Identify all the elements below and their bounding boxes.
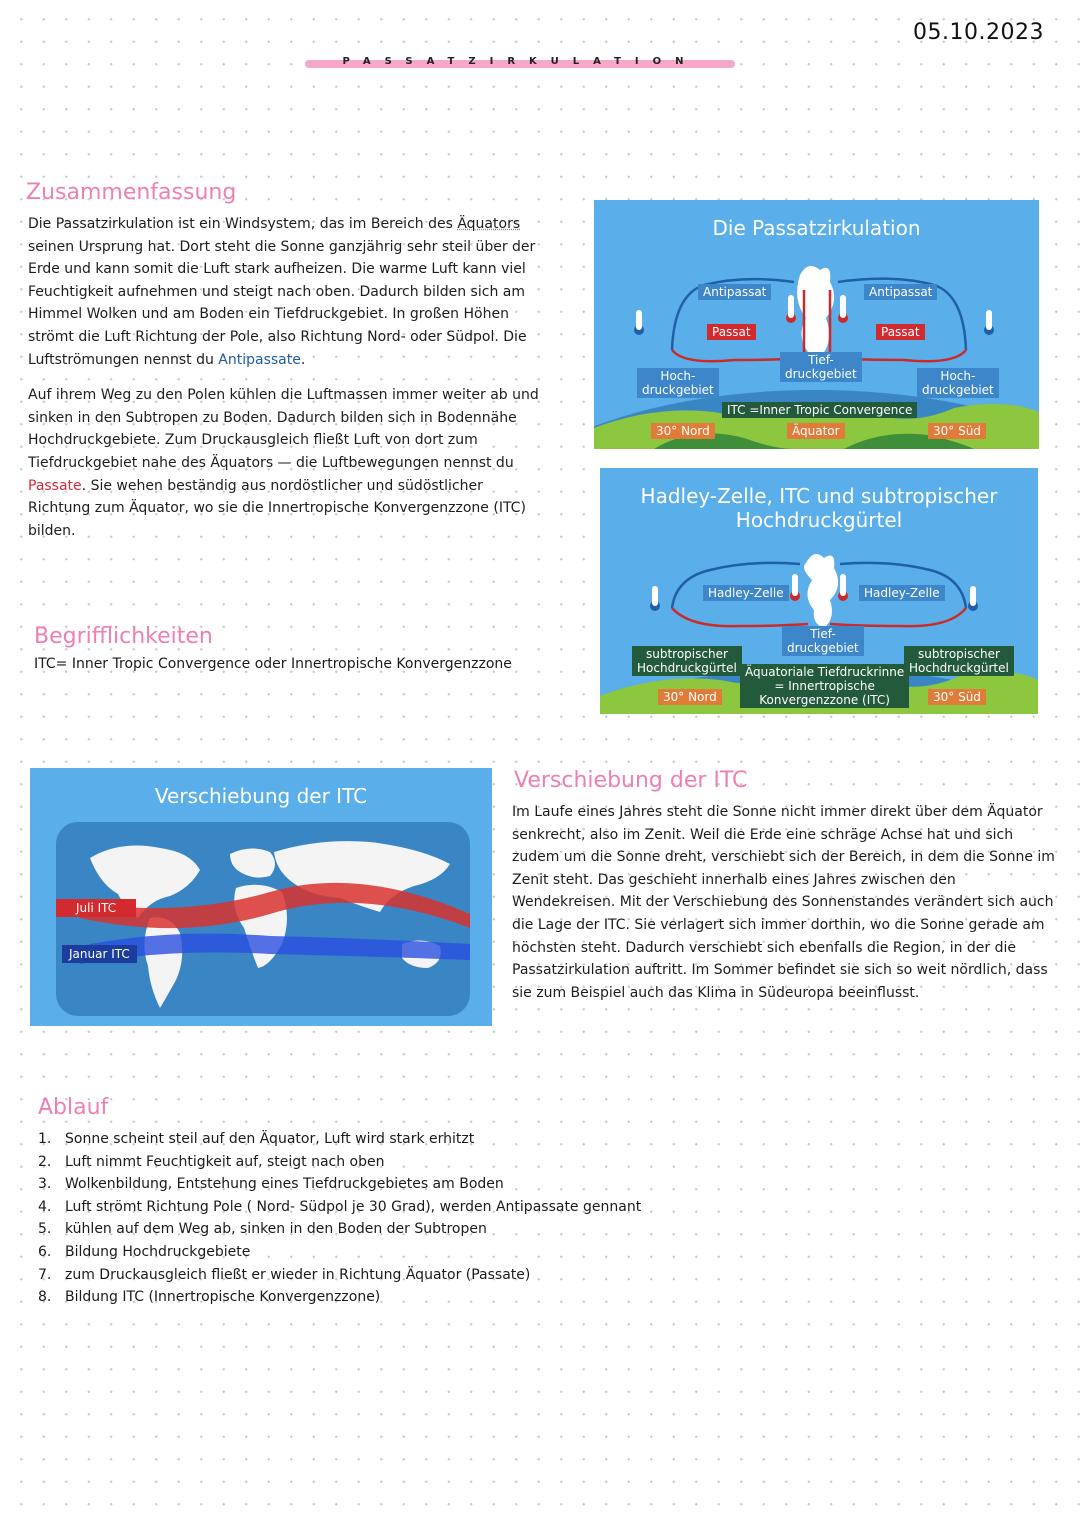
figure-title: Die Passatzirkulation (712, 216, 921, 240)
label-hadley-left: Hadley-Zelle (703, 585, 789, 601)
terms-heading: Begrifflichkeiten (34, 624, 213, 649)
figure-passatzirkulation (594, 200, 1039, 449)
summary-paragraph-2 (28, 384, 548, 542)
step-text: Bildung ITC (Innertropische Konvergenzzone) (65, 1289, 381, 1306)
figure-itc-map (30, 768, 492, 1026)
step-text: Sonne scheint steil auf den Äquator, Luft wird stark erhitzt (65, 1131, 475, 1147)
list-item (38, 1286, 641, 1309)
text-span: . Sie wehen beständig aus nordöstlicher und südöstlicher Richtung zum Äquator, wo sie die Innertropische Konvergenzzone (ITC) bilden. (28, 477, 526, 539)
text-span: Auf ihrem Weg zu den Polen kühlen die Luftmassen immer weiter ab und sinken in den Subtropen zu Boden. Dadurch bilden sich in Bodennähe Hochdruckgebiete. Zum Druckausgleich fließt Luft von dort zum Tiefdruckgebiet nahe des Äquators — die Luftbewegungen nennst du (28, 387, 539, 471)
figure-hadley-zelle (600, 468, 1038, 714)
term-passate: Passate (28, 477, 82, 494)
list-item (38, 1128, 641, 1151)
label-itc: ITC =Inner Tropic Convergence (722, 402, 917, 418)
list-item (38, 1264, 641, 1287)
itc-shift-heading: Verschiebung der ITC (514, 768, 748, 793)
label-passat-left: Passat (707, 324, 756, 340)
step-text: Bildung Hochdruckgebiete (65, 1243, 251, 1260)
label-hochdruckgebiet-right: Hoch- druckgebiet (917, 368, 999, 398)
itc-shift-text: Im Laufe eines Jahres steht die Sonne nicht immer direkt über dem Äquator senkrecht, also im Zenit. Weil die Erde eine schräge Achse hat und sich zudem um die Sonne dreht, verschiebt sich der Bereich, in dem die Sonne im Zenit steht. Das geschieht innerhalb eines Jahres zwischen den Wendekreisen. Mit der Verschiebung des Sonnenstandes verändert sich auch die Lage der ITC. Sie verlagert sich immer dorthin, wo die Sonne gerade am höchsten steht. Dadurch verschiebt sich ebenfalls die Region, in der die Passatzirkulation auftritt. Im Sommer befindet sie sich so weit nördlich, dass sie zum Beispiel auch das Klima in Südeuropa beeinflusst. (512, 804, 1055, 1001)
figure-title: Verschiebung der ITC (154, 784, 368, 808)
label-subtropischer-right: subtropischer Hochdruckgürtel (904, 646, 1014, 676)
step-text: Wolkenbildung, Entstehung eines Tiefdruckgebietes am Boden (65, 1176, 504, 1193)
title-text: PASSATZIRKULATION (342, 56, 698, 67)
terms-definition: ITC= Inner Tropic Convergence oder Innertropische Konvergenzzone (34, 656, 512, 672)
label-tiefdruckgebiet: Tief- druckgebiet (780, 352, 862, 382)
list-item (38, 1151, 641, 1174)
step-number: 1. (38, 1131, 52, 1147)
step-number: 2. (38, 1153, 52, 1170)
step-number: 3. (38, 1176, 52, 1193)
step-number: 7. (38, 1266, 52, 1283)
summary-heading: Zusammenfassung (26, 180, 237, 205)
label-aequator: Äquator (787, 423, 845, 439)
step-number: 5. (38, 1221, 52, 1238)
label-tiefdruckgebiet: Tief- druckgebiet (782, 626, 864, 656)
label-juli-itc: Juli ITC (56, 899, 136, 917)
text-span: Die Passatzirkulation ist ein Windsystem, das im Bereich des (28, 216, 458, 232)
step-text: Luft nimmt Feuchtigkeit auf, steigt nach oben (65, 1153, 385, 1170)
label-subtropischer-left: subtropischer Hochdruckgürtel (632, 646, 742, 676)
label-antipassat-right: Antipassat (864, 284, 937, 300)
process-heading: Ablauf (38, 1095, 109, 1120)
label-antipassat-left: Antipassat (698, 284, 771, 300)
page-title (305, 42, 735, 86)
term-aequator: Äquators (457, 216, 521, 232)
label-30-sued: 30° Süd (928, 689, 986, 705)
summary-text (28, 213, 548, 555)
label-tiefdruckrinne: Äquatoriale Tiefdruckrinne = Innertropische Konvergenzzone (ITC) (740, 664, 909, 708)
label-hadley-right: Hadley-Zelle (859, 585, 945, 601)
step-text: kühlen auf dem Weg ab, sinken in den Boden der Subtropen (65, 1221, 487, 1238)
label-januar-itc: Januar ITC (62, 945, 137, 963)
list-item (38, 1218, 641, 1241)
text-span: . (300, 351, 306, 368)
step-text: Luft strömt Richtung Pole ( Nord- Südpol je 30 Grad), werden Antipassate gennant (65, 1198, 642, 1215)
summary-paragraph-1 (28, 213, 548, 371)
label-30-nord: 30° Nord (651, 423, 715, 439)
step-number: 4. (38, 1198, 52, 1215)
text-span: seinen Ursprung hat. Dort steht die Sonne ganzjährig sehr steil über der Erde und kann somit die Luft stark aufheizen. Die warme Luft kann viel Feuchtigkeit aufnehmen und steigt nach oben. Dadurch bilden sich am Himmel Wolken und am Boden ein Tiefdruckgebiet. In großen Höhen strömt die Luft Richtung der Pole, also Richtung Nord- oder Südpol. Die Luftströmungen nennst du (28, 238, 536, 368)
label-30-nord: 30° Nord (658, 689, 722, 705)
label-30-sued: 30° Süd (928, 423, 986, 439)
figure-title: Hadley-Zelle, ITC und subtropischer Hochdruckgürtel (640, 484, 998, 532)
step-text: zum Druckausgleich fließt er wieder in Richtung Äquator (Passate) (65, 1266, 531, 1283)
date: 05.10.2023 (913, 20, 1044, 45)
step-number: 6. (38, 1243, 52, 1260)
process-list (38, 1128, 641, 1309)
list-item (38, 1196, 641, 1219)
label-hochdruckgebiet-left: Hoch- druckgebiet (637, 368, 719, 398)
term-antipassate: Antipassate (218, 351, 301, 368)
list-item (38, 1241, 641, 1264)
label-passat-right: Passat (876, 324, 925, 340)
list-item (38, 1173, 641, 1196)
step-number: 8. (38, 1289, 52, 1306)
